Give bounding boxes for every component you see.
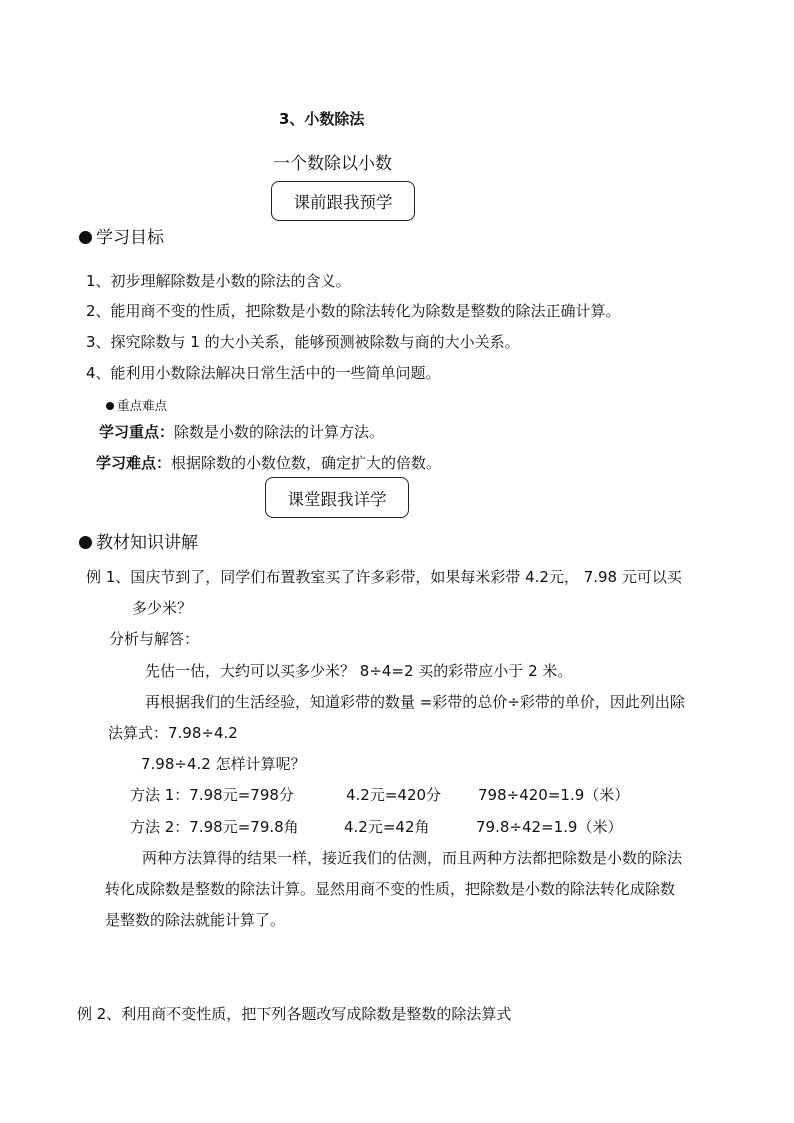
section-title: 3、小数除法 — [279, 110, 365, 128]
experience-line-2: 法算式：7.98÷4.2 — [108, 724, 238, 742]
goals-heading: 学习目标 — [79, 223, 164, 248]
experience-line-1: 再根据我们的生活经验，知道彩带的数量 =彩带的总价÷彩带的单价，因此列出除 — [145, 693, 685, 711]
conclusion-line-1: 两种方法算得的结果一样，接近我们的估测，而且两种方法都把除数是小数的除法 — [142, 849, 683, 867]
method-2-mid: 4.2元=42角 — [344, 818, 430, 836]
conclusion-line-2: 转化成除数是整数的除法计算。显然用商不变的性质，把除数是小数的除法转化成除数 — [105, 880, 676, 898]
key-heading: 重点难点 — [106, 396, 167, 414]
key-point: 学习重点：除数是小数的除法的计算方法。 — [99, 423, 385, 441]
goal-item: 2、能用商不变的性质，把除数是小数的除法转化为除数是整数的除法正确计算。 — [86, 302, 621, 320]
bullet-icon — [79, 231, 92, 244]
how-line: 7.98÷4.2 怎样计算呢？ — [141, 755, 306, 773]
example-1-line-2: 多少米？ — [132, 599, 193, 617]
method-2-end: 79.8÷42=1.9（米） — [476, 818, 623, 836]
bullet-icon — [106, 402, 114, 410]
goal-item: 1、初步理解除数是小数的除法的含义。 — [86, 272, 351, 290]
method-1-label: 方法 1：7.98元=798分 — [130, 786, 294, 804]
lesson-heading: 教材知识讲解 — [79, 528, 198, 553]
method-2-label: 方法 2：7.98元=79.8角 — [130, 818, 299, 836]
estimate-line: 先估一估，大约可以买多少米？ 8÷4=2 买的彩带应小于 2 米。 — [145, 662, 573, 680]
goal-item: 3、探究除数与 1 的大小关系，能够预测被除数与商的大小关系。 — [86, 333, 520, 351]
example-2-line: 例 2、利用商不变性质，把下列各题改写成除数是整数的除法算式 — [77, 1005, 512, 1023]
goal-item: 4、能利用小数除法解决日常生活中的一些简单问题。 — [86, 364, 441, 382]
analysis-label: 分析与解答： — [109, 630, 200, 648]
method-1-mid: 4.2元=420分 — [346, 786, 442, 804]
class-box: 课堂跟我详学 — [265, 477, 409, 518]
example-1-line-1: 例 1、国庆节到了，同学们布置教室买了许多彩带，如果每米彩带 4.2元， 7.98 元可以买 — [86, 568, 682, 586]
bullet-icon — [79, 536, 92, 549]
preview-box: 课前跟我预学 — [271, 181, 415, 221]
method-1-end: 798÷420=1.9（米） — [478, 786, 630, 804]
conclusion-line-3: 是整数的除法就能计算了。 — [105, 911, 286, 929]
page-subtitle: 一个数除以小数 — [273, 154, 392, 174]
difficulty-point: 学习难点：根据除数的小数位数，确定扩大的倍数。 — [96, 454, 442, 472]
